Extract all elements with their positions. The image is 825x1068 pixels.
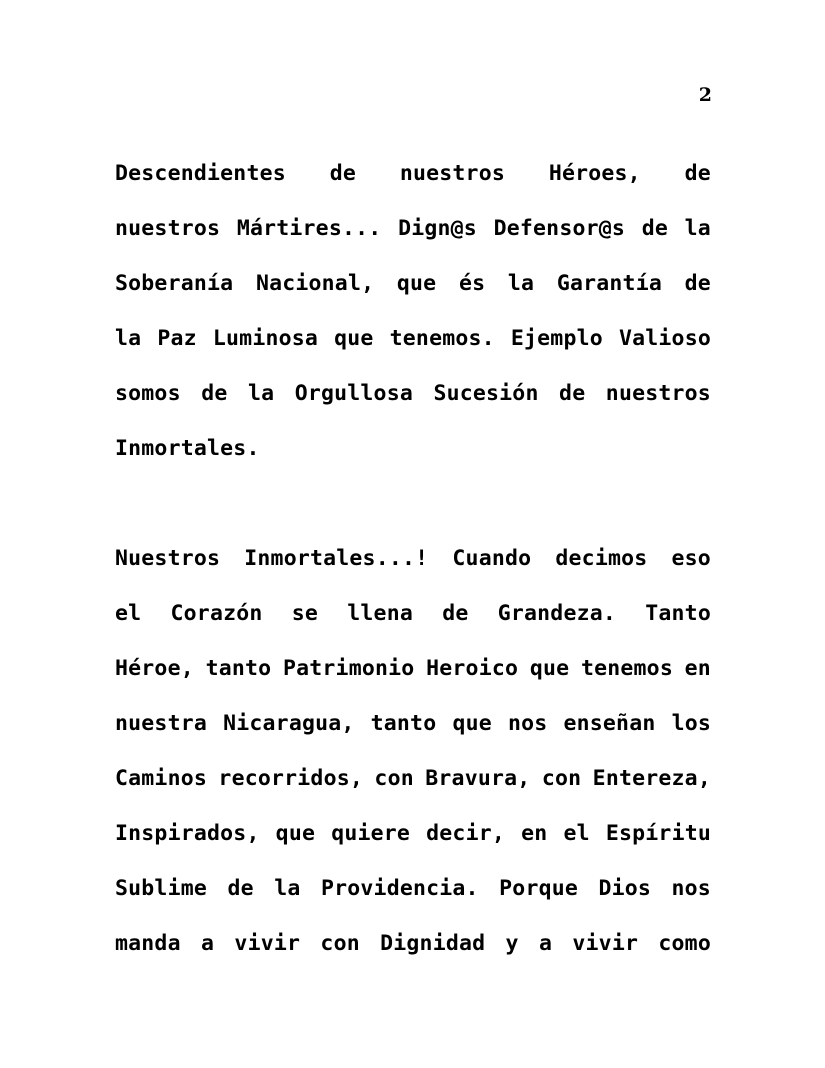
word: Patrimonio (282, 656, 415, 681)
word: Dignidad (380, 931, 486, 956)
word: Luminosa (212, 326, 319, 351)
word: nuestra (115, 711, 208, 736)
word: que (396, 271, 437, 296)
word: Ejemplo (510, 326, 603, 351)
word: se (291, 601, 319, 626)
word: que (334, 326, 374, 351)
word: con (541, 766, 582, 791)
word: Bravura, (425, 766, 531, 791)
word: somos (115, 381, 181, 406)
word: en (684, 656, 711, 681)
word: és (458, 271, 486, 296)
word: y (505, 931, 519, 956)
word: Cuando (452, 546, 532, 571)
word: Corazón (170, 601, 263, 626)
word: Inmortales...! (244, 546, 429, 571)
text-line (115, 146, 711, 201)
word: Orgullosa (294, 381, 413, 406)
word: tanto (205, 656, 272, 681)
word: Sublime (115, 876, 208, 901)
text-line (115, 641, 711, 696)
word: tenemos (580, 656, 673, 681)
word: el (115, 601, 142, 626)
text-line (115, 531, 711, 586)
word: que (529, 656, 570, 681)
word: la (507, 271, 535, 296)
word: Espíritu (605, 821, 711, 846)
word: Providencia. (320, 876, 479, 901)
word: de (641, 216, 668, 241)
word: llena (347, 601, 413, 626)
word: Nacional, (255, 271, 375, 296)
word: Caminos (115, 766, 208, 791)
word: Heroico (426, 656, 519, 681)
word: Soberanía (115, 271, 234, 296)
word: con (374, 766, 414, 791)
word: tanto (370, 711, 437, 736)
word: Defensor@s (493, 216, 626, 241)
word: tenemos. (389, 326, 495, 351)
word: Mártires... (236, 216, 382, 241)
word: decimos (555, 546, 648, 571)
word: la (274, 876, 301, 901)
word: Dios (598, 876, 652, 901)
text-line (115, 751, 711, 806)
word: en (521, 821, 548, 846)
word: de (329, 161, 356, 186)
word: Porque (499, 876, 579, 901)
text-line (115, 806, 711, 861)
word: decir, (426, 821, 506, 846)
word: de (559, 381, 586, 406)
word: la (115, 326, 142, 351)
word: recorridos, (218, 766, 364, 791)
word: Valioso (618, 326, 711, 351)
text-line (115, 861, 711, 916)
word: que (275, 821, 316, 846)
word: vivir (234, 931, 301, 956)
word: enseñan (563, 711, 656, 736)
word: la (247, 381, 275, 406)
word: Entereza, (592, 766, 711, 791)
word: eso (671, 546, 711, 571)
word: de (684, 161, 711, 186)
word: Descendientes (115, 161, 286, 186)
paragraph (115, 531, 711, 971)
text-line (115, 256, 711, 311)
word: nuestros (399, 161, 505, 186)
word: vivir (572, 931, 639, 956)
word: los (671, 711, 711, 736)
word: a (538, 931, 553, 956)
word: Héroe, (115, 656, 194, 681)
word: Sucesión (433, 381, 539, 406)
word: Nuestros (115, 546, 221, 571)
text-line (115, 916, 711, 971)
text-line (115, 366, 711, 421)
word: de (684, 271, 711, 296)
word: manda (115, 931, 181, 956)
word: Nicaragua, (223, 711, 355, 736)
word: Dign@s (398, 216, 477, 241)
word: nos (507, 711, 548, 736)
word: de (442, 601, 469, 626)
word: de (201, 381, 228, 406)
word: que (452, 711, 492, 736)
word: Inspirados, (115, 821, 260, 846)
page-number: 2 (698, 84, 712, 106)
word: Héroes, (548, 161, 641, 186)
text-line (115, 311, 711, 366)
text-line (115, 586, 711, 641)
word: el (563, 821, 590, 846)
text-line: Inmortales. (115, 436, 260, 461)
word: con (320, 931, 360, 956)
word: a (201, 931, 215, 956)
word: nuestros (115, 216, 221, 241)
word: Grandeza. (497, 601, 617, 626)
word: como (658, 931, 711, 956)
word: Garantía (556, 271, 662, 296)
word: nuestros (605, 381, 711, 406)
word: de (227, 876, 254, 901)
word: Paz (157, 326, 197, 351)
text-line (115, 201, 711, 256)
text-line (115, 696, 711, 751)
word: quiere (331, 821, 411, 846)
word: nos (671, 876, 711, 901)
word: la (684, 216, 711, 241)
word: Tanto (645, 601, 711, 626)
paragraph (115, 146, 711, 476)
document-body (115, 146, 711, 971)
